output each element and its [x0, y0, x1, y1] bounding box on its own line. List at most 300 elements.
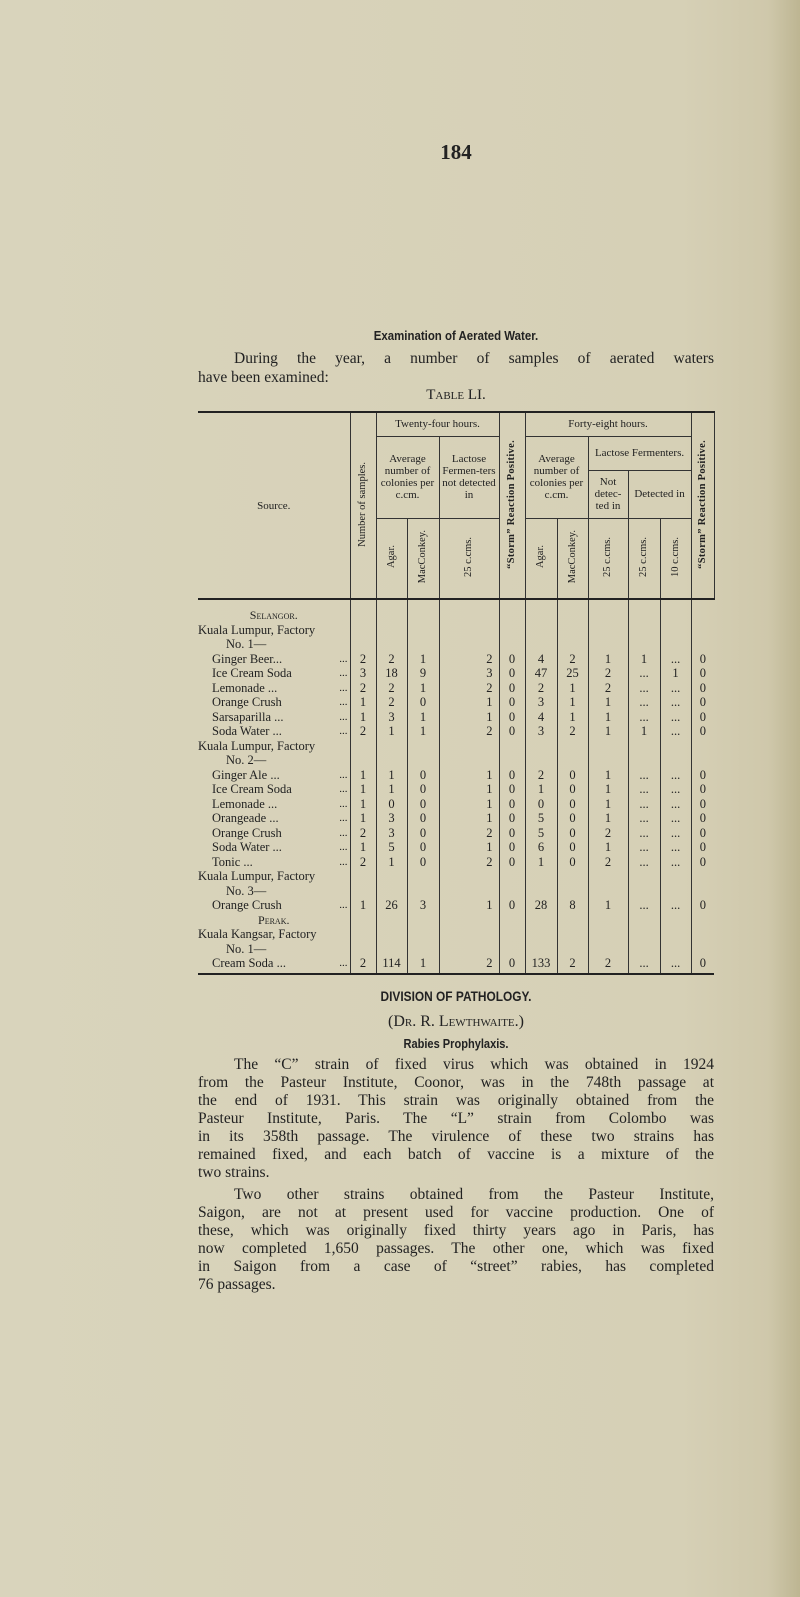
- dot-leader: ...: [339, 826, 348, 839]
- cell-storm-48h: [691, 913, 714, 928]
- cell-storm-48h: [691, 623, 714, 638]
- table-row: [198, 811, 714, 826]
- factory_no-label: No. 1—: [226, 941, 267, 956]
- cell-not-detected-25cc: 1: [588, 782, 628, 797]
- cell-number-of-samples: [350, 623, 376, 638]
- cell-agar-24h: 2: [376, 681, 407, 696]
- cell-agar-24h: 2: [376, 652, 407, 667]
- cell-lactose-25cc-24h: 3: [439, 666, 499, 681]
- cell-agar-48h: [525, 927, 557, 942]
- cell-storm-24h: [499, 637, 525, 652]
- table-row: [198, 869, 714, 884]
- cell-not-detected-25cc: [588, 913, 628, 928]
- cell-number-of-samples: 2: [350, 652, 376, 667]
- cell-storm-48h: [691, 599, 714, 623]
- cell-macconkey-48h: 2: [557, 956, 588, 974]
- cell-agar-24h: 1: [376, 768, 407, 783]
- text-line: Two other strains obtained from the Pasteur Institute,: [234, 1186, 714, 1203]
- table-body: [198, 599, 714, 974]
- cell-detected-10cc: ...: [660, 840, 691, 855]
- cell-agar-24h: [376, 753, 407, 768]
- cell-agar-24h: 5: [376, 840, 407, 855]
- cell-detected-25cc: ...: [628, 898, 660, 913]
- cell-not-detected-25cc: 2: [588, 956, 628, 974]
- header-agar-48: [525, 518, 557, 599]
- cell-lactose-25cc-24h: 1: [439, 768, 499, 783]
- cell-lactose-25cc-24h: 1: [439, 782, 499, 797]
- header-detected-in: Detected in: [628, 470, 691, 518]
- text-line: two strains.: [198, 1164, 270, 1181]
- cell-storm-24h: 0: [499, 695, 525, 710]
- cell-not-detected-25cc: [588, 927, 628, 942]
- cell-agar-48h: 5: [525, 811, 557, 826]
- product-label: Cream Soda ...: [212, 956, 286, 970]
- cell-macconkey-48h: [557, 869, 588, 884]
- table-row: [198, 913, 714, 928]
- cell-not-detected-25cc: [588, 637, 628, 652]
- dot-leader: ...: [339, 783, 348, 795]
- cell-macconkey-24h: [407, 753, 439, 768]
- cell-storm-48h: 0: [691, 956, 714, 974]
- header-label: 25 c.cms.: [638, 536, 649, 577]
- cell-number-of-samples: 1: [350, 898, 376, 913]
- cell-not-detected-25cc: [588, 942, 628, 957]
- cell-not-detected-25cc: 2: [588, 855, 628, 870]
- cell-not-detected-25cc: 1: [588, 840, 628, 855]
- header-label: “Storm” Reaction Positive.: [506, 439, 517, 569]
- cell-agar-24h: [376, 637, 407, 652]
- cell-agar-48h: 1: [525, 855, 557, 870]
- cell-agar-48h: [525, 599, 557, 623]
- cell-lactose-25cc-24h: [439, 637, 499, 652]
- cell-number-of-samples: 2: [350, 724, 376, 739]
- header-average-colonies-24: Average number of colonies per c.cm.: [376, 436, 439, 518]
- cell-detected-10cc: ...: [660, 782, 691, 797]
- cell-macconkey-24h: [407, 884, 439, 899]
- table-header: [198, 412, 714, 599]
- cell-storm-24h: 0: [499, 898, 525, 913]
- cell-storm-48h: 0: [691, 724, 714, 739]
- cell-agar-24h: 0: [376, 797, 407, 812]
- cell-detected-25cc: ...: [628, 956, 660, 974]
- cell-detected-25cc: [628, 637, 660, 652]
- cell-storm-24h: [499, 942, 525, 957]
- dot-leader: ...: [339, 667, 348, 679]
- cell-agar-24h: 26: [376, 898, 407, 913]
- factory-label: Kuala Lumpur, Factory: [198, 869, 316, 883]
- text-line: these, which was originally fixed thirty years ago in Paris, has: [198, 1222, 714, 1239]
- cell-lactose-25cc-24h: [439, 623, 499, 638]
- cell-macconkey-48h: [557, 927, 588, 942]
- cell-detected-25cc: [628, 884, 660, 899]
- product-label: Ice Cream Soda: [212, 666, 292, 680]
- product-label: Orangeade ...: [212, 811, 279, 825]
- region-label: Selangor.: [249, 608, 298, 622]
- cell-macconkey-48h: 0: [557, 782, 588, 797]
- cell-macconkey-24h: 1: [407, 681, 439, 696]
- cell-macconkey-48h: 2: [557, 652, 588, 667]
- cell-storm-48h: 0: [691, 811, 714, 826]
- cell-agar-48h: 6: [525, 840, 557, 855]
- cell-storm-48h: 0: [691, 768, 714, 783]
- text-line: in Saigon from a case of “street” rabies, has completed: [198, 1258, 714, 1275]
- cell-detected-10cc: [660, 942, 691, 957]
- cell-detected-25cc: [628, 913, 660, 928]
- cell-macconkey-48h: 0: [557, 768, 588, 783]
- section-title: Examination of Aerated Water.: [373, 328, 539, 343]
- cell-number-of-samples: 2: [350, 855, 376, 870]
- product-label: Ginger Ale ...: [212, 767, 280, 782]
- cell-lactose-25cc-24h: 2: [439, 724, 499, 739]
- cell-storm-24h: 0: [499, 666, 525, 681]
- text-line: Saigon, are not at present used for vaccine production. One of: [198, 1204, 714, 1221]
- cell-not-detected-25cc: [588, 599, 628, 623]
- cell-macconkey-24h: [407, 942, 439, 957]
- factory_no-label: No. 2—: [226, 753, 267, 767]
- source-cell: [198, 869, 350, 884]
- cell-agar-48h: [525, 913, 557, 928]
- dot-leader: ...: [339, 812, 348, 824]
- cell-number-of-samples: [350, 913, 376, 928]
- cell-macconkey-24h: [407, 913, 439, 928]
- cell-number-of-samples: 1: [350, 811, 376, 826]
- cell-detected-25cc: [628, 623, 660, 638]
- header-25cc-not-detected: [588, 518, 628, 599]
- cell-storm-24h: [499, 623, 525, 638]
- source-cell: [198, 913, 350, 928]
- cell-detected-10cc: ...: [660, 811, 691, 826]
- cell-macconkey-24h: 0: [407, 840, 439, 855]
- cell-lactose-25cc-24h: 1: [439, 797, 499, 812]
- text-line: 76 passages.: [198, 1276, 276, 1293]
- cell-macconkey-24h: 3: [407, 898, 439, 913]
- cell-lactose-25cc-24h: 1: [439, 840, 499, 855]
- cell-storm-48h: 0: [691, 840, 714, 855]
- cell-macconkey-48h: 0: [557, 826, 588, 841]
- cell-storm-24h: 0: [499, 826, 525, 841]
- source-cell: [198, 884, 350, 899]
- cell-number-of-samples: [350, 927, 376, 942]
- cell-detected-10cc: [660, 637, 691, 652]
- cell-macconkey-24h: 0: [407, 855, 439, 870]
- source-cell: [198, 681, 350, 696]
- product-label: Ice Cream Soda: [212, 782, 292, 796]
- cell-macconkey-24h: [407, 623, 439, 638]
- cell-number-of-samples: 1: [350, 840, 376, 855]
- header-label: Agar.: [385, 545, 397, 569]
- product-label: Tonic ...: [212, 854, 253, 869]
- cell-detected-25cc: ...: [628, 710, 660, 725]
- subsection-title: Rabies Prophylaxis.: [403, 1036, 509, 1051]
- cell-macconkey-48h: 25: [557, 666, 588, 681]
- cell-lactose-25cc-24h: [439, 739, 499, 754]
- cell-not-detected-25cc: 1: [588, 724, 628, 739]
- cell-lactose-25cc-24h: 2: [439, 826, 499, 841]
- source-cell: [198, 927, 350, 942]
- aerated-water-table: [198, 411, 715, 975]
- source-cell: [198, 710, 350, 725]
- table-row: [198, 898, 714, 913]
- cell-macconkey-24h: [407, 637, 439, 652]
- cell-number-of-samples: [350, 637, 376, 652]
- cell-not-detected-25cc: 1: [588, 710, 628, 725]
- cell-number-of-samples: 2: [350, 956, 376, 974]
- cell-not-detected-25cc: 1: [588, 652, 628, 667]
- cell-macconkey-24h: 1: [407, 710, 439, 725]
- header-lactose-fermenters-48: Lactose Fermenters.: [588, 436, 691, 470]
- cell-not-detected-25cc: 2: [588, 681, 628, 696]
- table-row: [198, 927, 714, 942]
- table-row: [198, 797, 714, 812]
- cell-lactose-25cc-24h: 1: [439, 695, 499, 710]
- dot-leader: ...: [339, 957, 348, 969]
- header-average-colonies-48: Average number of colonies per c.cm.: [525, 436, 588, 518]
- cell-macconkey-24h: 9: [407, 666, 439, 681]
- cell-agar-24h: [376, 942, 407, 957]
- cell-agar-48h: 133: [525, 956, 557, 974]
- header-25cc-detected: [628, 518, 660, 599]
- source-cell: [198, 826, 350, 841]
- cell-detected-25cc: ...: [628, 855, 660, 870]
- cell-macconkey-24h: [407, 869, 439, 884]
- cell-not-detected-25cc: [588, 739, 628, 754]
- cell-lactose-25cc-24h: [439, 599, 499, 623]
- cell-detected-10cc: ...: [660, 855, 691, 870]
- header-storm-24: [499, 412, 525, 599]
- cell-storm-48h: [691, 869, 714, 884]
- division-title: DIVISION OF PATHOLOGY.: [380, 988, 532, 1004]
- cell-not-detected-25cc: 1: [588, 695, 628, 710]
- cell-agar-24h: [376, 599, 407, 623]
- header-macconkey-24: [407, 518, 439, 599]
- cell-detected-10cc: ...: [660, 695, 691, 710]
- cell-macconkey-24h: 0: [407, 695, 439, 710]
- cell-agar-48h: 3: [525, 695, 557, 710]
- cell-storm-48h: [691, 927, 714, 942]
- cell-detected-10cc: ...: [660, 956, 691, 974]
- cell-detected-25cc: [628, 599, 660, 623]
- product-label: Orange Crush: [212, 898, 282, 912]
- cell-storm-24h: 0: [499, 681, 525, 696]
- dot-leader: ...: [339, 696, 348, 708]
- source-cell: [198, 782, 350, 797]
- cell-storm-24h: 0: [499, 724, 525, 739]
- cell-lactose-25cc-24h: 2: [439, 855, 499, 870]
- source-cell: [198, 599, 350, 623]
- intro-paragraph: [198, 349, 714, 387]
- cell-storm-24h: 0: [499, 855, 525, 870]
- cell-macconkey-48h: 1: [557, 681, 588, 696]
- header-label: 25 c.cms.: [463, 536, 474, 577]
- cell-detected-25cc: ...: [628, 826, 660, 841]
- cell-lactose-25cc-24h: [439, 942, 499, 957]
- product-label: Lemonade ...: [212, 680, 278, 695]
- table-row: [198, 637, 714, 652]
- cell-storm-48h: 0: [691, 695, 714, 710]
- header-agar-24: [376, 518, 407, 599]
- region-label: Perak.: [258, 912, 290, 927]
- cell-storm-24h: 0: [499, 956, 525, 974]
- cell-macconkey-48h: 2: [557, 724, 588, 739]
- cell-macconkey-48h: 0: [557, 855, 588, 870]
- header-macconkey-48: [557, 518, 588, 599]
- header-label: “Storm” Reaction Positive.: [696, 439, 708, 569]
- source-cell: [198, 956, 350, 974]
- cell-detected-10cc: ...: [660, 652, 691, 667]
- cell-agar-24h: 18: [376, 666, 407, 681]
- table-row: [198, 782, 714, 797]
- cell-detected-10cc: [660, 927, 691, 942]
- cell-detected-25cc: [628, 869, 660, 884]
- cell-macconkey-24h: [407, 739, 439, 754]
- text-line: During the year, a number of samples of aerated waters: [234, 350, 714, 367]
- cell-storm-24h: [499, 869, 525, 884]
- table-row: [198, 695, 714, 710]
- cell-storm-24h: 0: [499, 797, 525, 812]
- cell-macconkey-48h: [557, 884, 588, 899]
- table-row: [198, 666, 714, 681]
- cell-macconkey-24h: 1: [407, 956, 439, 974]
- cell-storm-48h: 0: [691, 797, 714, 812]
- factory-label: Kuala Lumpur, Factory: [198, 738, 316, 753]
- cell-storm-24h: 0: [499, 768, 525, 783]
- product-label: Orange Crush: [212, 695, 282, 709]
- cell-detected-25cc: [628, 753, 660, 768]
- text-line: remained fixed, and each batch of vaccine is a mixture of the: [198, 1146, 714, 1163]
- table-caption: Table LI.: [426, 387, 486, 403]
- cell-macconkey-24h: [407, 599, 439, 623]
- text-line: The “C” strain of fixed virus which was obtained in 1924: [234, 1056, 714, 1073]
- header-forty-eight-hours: Forty-eight hours.: [525, 412, 691, 436]
- header-number-of-samples: [350, 412, 376, 599]
- cell-detected-25cc: 1: [628, 652, 660, 667]
- cell-detected-25cc: ...: [628, 797, 660, 812]
- header-storm-48: [691, 412, 714, 599]
- cell-agar-24h: 3: [376, 826, 407, 841]
- cell-detected-25cc: ...: [628, 768, 660, 783]
- cell-macconkey-48h: 0: [557, 797, 588, 812]
- cell-macconkey-24h: 1: [407, 652, 439, 667]
- cell-detected-10cc: ...: [660, 724, 691, 739]
- cell-storm-24h: 0: [499, 811, 525, 826]
- cell-storm-24h: [499, 599, 525, 623]
- source-cell: [198, 739, 350, 754]
- cell-lactose-25cc-24h: 1: [439, 710, 499, 725]
- header-lactose-not-detected-24: Lactose Fermen-ters not detected in: [439, 436, 499, 518]
- cell-not-detected-25cc: [588, 869, 628, 884]
- cell-detected-10cc: [660, 869, 691, 884]
- cell-detected-25cc: [628, 942, 660, 957]
- table-row: [198, 840, 714, 855]
- cell-storm-24h: 0: [499, 652, 525, 667]
- cell-storm-24h: [499, 739, 525, 754]
- dot-leader: ...: [339, 841, 348, 853]
- cell-detected-10cc: [660, 753, 691, 768]
- cell-detected-10cc: 1: [660, 666, 691, 681]
- table-row: [198, 826, 714, 841]
- source-cell: [198, 724, 350, 739]
- cell-macconkey-48h: [557, 623, 588, 638]
- table-row: [198, 753, 714, 768]
- cell-not-detected-25cc: [588, 884, 628, 899]
- dot-leader: ...: [339, 855, 348, 868]
- cell-not-detected-25cc: 1: [588, 768, 628, 783]
- cell-not-detected-25cc: 1: [588, 797, 628, 812]
- cell-macconkey-48h: [557, 753, 588, 768]
- cell-number-of-samples: 1: [350, 695, 376, 710]
- cell-detected-25cc: ...: [628, 695, 660, 710]
- cell-detected-10cc: ...: [660, 681, 691, 696]
- cell-storm-48h: 0: [691, 826, 714, 841]
- cell-lactose-25cc-24h: [439, 913, 499, 928]
- table-row: [198, 599, 714, 623]
- cell-detected-10cc: ...: [660, 826, 691, 841]
- cell-storm-48h: 0: [691, 782, 714, 797]
- text-line: from the Pasteur Institute, Coonor, was in the 748th passage at: [198, 1074, 714, 1091]
- cell-agar-48h: 2: [525, 681, 557, 696]
- cell-agar-48h: 4: [525, 652, 557, 667]
- header-label: 10 c.cms.: [669, 536, 681, 577]
- cell-lactose-25cc-24h: [439, 869, 499, 884]
- cell-not-detected-25cc: [588, 623, 628, 638]
- cell-agar-48h: [525, 753, 557, 768]
- cell-macconkey-48h: 1: [557, 710, 588, 725]
- cell-lactose-25cc-24h: [439, 753, 499, 768]
- cell-number-of-samples: 1: [350, 797, 376, 812]
- cell-macconkey-24h: 0: [407, 811, 439, 826]
- cell-detected-10cc: [660, 913, 691, 928]
- text-line: have been examined:: [198, 369, 329, 386]
- table-row: [198, 652, 714, 667]
- cell-agar-24h: 114: [376, 956, 407, 974]
- cell-agar-24h: [376, 739, 407, 754]
- cell-macconkey-48h: [557, 942, 588, 957]
- text-line: the end of 1931. This strain was originally obtained from the: [198, 1092, 714, 1109]
- cell-storm-48h: 0: [691, 652, 714, 667]
- cell-agar-48h: 5: [525, 826, 557, 841]
- cell-agar-48h: [525, 739, 557, 754]
- cell-agar-48h: 47: [525, 666, 557, 681]
- cell-detected-25cc: 1: [628, 724, 660, 739]
- source-cell: [198, 768, 350, 783]
- source-cell: [198, 898, 350, 913]
- cell-number-of-samples: 3: [350, 666, 376, 681]
- cell-macconkey-48h: 0: [557, 811, 588, 826]
- cell-detected-10cc: ...: [660, 898, 691, 913]
- factory-label: Kuala Kangsar, Factory: [198, 927, 317, 941]
- cell-agar-48h: [525, 637, 557, 652]
- cell-macconkey-24h: 1: [407, 724, 439, 739]
- cell-agar-24h: 2: [376, 695, 407, 710]
- cell-not-detected-25cc: 2: [588, 666, 628, 681]
- cell-macconkey-24h: [407, 927, 439, 942]
- cell-macconkey-24h: 0: [407, 782, 439, 797]
- cell-storm-48h: 0: [691, 898, 714, 913]
- cell-number-of-samples: [350, 739, 376, 754]
- cell-number-of-samples: 1: [350, 782, 376, 797]
- paragraph-c-strain: [198, 1056, 714, 1182]
- cell-agar-24h: [376, 869, 407, 884]
- cell-storm-48h: [691, 753, 714, 768]
- header-25cc-24: [439, 518, 499, 599]
- author-line: (Dr. R. Lewthwaite.): [388, 1013, 524, 1030]
- factory_no-label: No. 1—: [226, 637, 267, 651]
- header-label: MacConkey.: [417, 530, 428, 584]
- cell-storm-24h: 0: [499, 840, 525, 855]
- cell-macconkey-24h: 0: [407, 797, 439, 812]
- cell-macconkey-24h: 0: [407, 768, 439, 783]
- cell-number-of-samples: 2: [350, 826, 376, 841]
